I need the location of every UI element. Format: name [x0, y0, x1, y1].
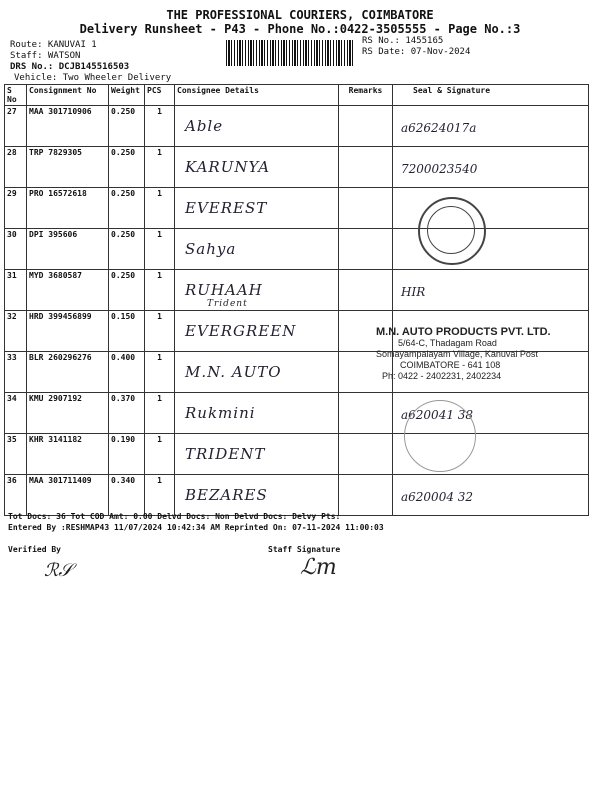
consignment-cell: KHR 3141182 [27, 434, 109, 475]
table-row [5, 270, 589, 311]
sno-cell: 28 [5, 147, 27, 188]
drs-label: DRS No.: DCJB145516503 [10, 62, 130, 72]
pcs-cell: 1 [145, 106, 175, 147]
seal-handwriting: a620004 32 [401, 490, 474, 504]
consignee-handwriting: EVEREST [185, 199, 268, 217]
sno-cell: 33 [5, 352, 27, 393]
rs-date: RS Date: 07-Nov-2024 [362, 47, 471, 57]
pcs-cell: 1 [145, 311, 175, 352]
consignment-cell: MAA 301711409 [27, 475, 109, 516]
col-sno: S No [5, 85, 27, 106]
consignee-handwriting: RUHAAH [185, 281, 263, 299]
totals-line: Tot Docs: 36 Tot COD Amt: 0.00 Delvd Docs: Non Delvd Docs: Delvy Pts: [8, 512, 341, 521]
weight-cell: 0.190 [109, 434, 145, 475]
vehicle-label: Vehicle: Two Wheeler Delivery [14, 73, 172, 83]
seal-cell [393, 147, 589, 188]
consignee-cell [175, 311, 339, 352]
col-consignee: Consignee Details [175, 85, 339, 106]
staff-signature: ℒm [300, 555, 337, 580]
pcs-cell: 1 [145, 393, 175, 434]
consignee-cell [175, 270, 339, 311]
round-seal-stamp-faint [404, 400, 476, 472]
pcs-cell: 1 [145, 434, 175, 475]
consignment-cell: TRP 7829305 [27, 147, 109, 188]
consignee-handwriting: EVERGREEN [185, 322, 297, 340]
remarks-cell [339, 270, 393, 311]
round-seal-stamp [418, 197, 486, 265]
table-row [5, 475, 589, 516]
staff-signature-label: Staff Signature [268, 545, 341, 554]
weight-cell: 0.250 [109, 270, 145, 311]
verified-signature: ℛ𝒮 [44, 560, 73, 581]
weight-cell: 0.370 [109, 393, 145, 434]
table-row [5, 188, 589, 229]
weight-cell: 0.250 [109, 188, 145, 229]
route-label: Route: KANUVAI 1 [10, 40, 97, 50]
runsheet-subtitle: Delivery Runsheet - P43 - Phone No.:0422-3505555 - Page No.:3 [79, 22, 521, 36]
weight-cell: 0.340 [109, 475, 145, 516]
remarks-cell [339, 475, 393, 516]
consignment-cell: PRO 16572618 [27, 188, 109, 229]
sno-cell: 30 [5, 229, 27, 270]
stamp-line4: Ph: 0422 - 2402231, 2402234 [382, 371, 502, 381]
company-stamp [376, 327, 551, 382]
sno-cell: 31 [5, 270, 27, 311]
consignee-handwriting: Rukmini [185, 404, 256, 422]
weight-cell: 0.400 [109, 352, 145, 393]
consignee-cell [175, 434, 339, 475]
col-remarks: Remarks [339, 85, 393, 106]
pcs-cell: 1 [145, 147, 175, 188]
consignment-cell: KMU 2907192 [27, 393, 109, 434]
seal-cell [393, 475, 589, 516]
weight-cell: 0.250 [109, 147, 145, 188]
table-row [5, 147, 589, 188]
entered-line: Entered By :RESHMAP43 11/07/2024 10:42:34 AM Reprinted On: 07-11-2024 11:00:03 [8, 523, 384, 532]
consignee-cell [175, 106, 339, 147]
sno-cell: 34 [5, 393, 27, 434]
col-consignment: Consignment No [27, 85, 109, 106]
consignment-cell: BLR 260296276 [27, 352, 109, 393]
pcs-cell: 1 [145, 352, 175, 393]
stamp-name: M.N. AUTO PRODUCTS PVT. LTD. [376, 326, 551, 338]
consignment-cell: DPI 395606 [27, 229, 109, 270]
table-row [5, 229, 589, 270]
consignment-cell: HRD 399456899 [27, 311, 109, 352]
remarks-cell [339, 106, 393, 147]
pcs-cell: 1 [145, 188, 175, 229]
remarks-cell [339, 434, 393, 475]
stamp-line3: COIMBATORE - 641 108 [400, 360, 501, 370]
pcs-cell: 1 [145, 229, 175, 270]
consignment-cell: MAA 301710906 [27, 106, 109, 147]
consignee-cell [175, 188, 339, 229]
sno-cell: 36 [5, 475, 27, 516]
consignee-cell [175, 393, 339, 434]
runsheet-table [4, 84, 589, 516]
seal-cell [393, 270, 589, 311]
table-row [5, 393, 589, 434]
weight-cell: 0.250 [109, 229, 145, 270]
col-pcs: PCS [145, 85, 175, 106]
consignee-cell [175, 475, 339, 516]
seal-handwriting: a62624017a [401, 121, 477, 135]
remarks-cell [339, 393, 393, 434]
seal-handwriting: HIR [401, 285, 426, 299]
consignee-handwriting: KARUNYA [185, 158, 271, 176]
consignee-handwriting: Sahya [185, 240, 237, 258]
consignee-cell [175, 147, 339, 188]
col-weight: Weight [109, 85, 145, 106]
consignee-handwriting: TRIDENT [185, 445, 266, 463]
consignee-handwriting: BEZARES [185, 486, 268, 504]
remarks-cell [339, 147, 393, 188]
pcs-cell: 1 [145, 475, 175, 516]
consignee-cell [175, 352, 339, 393]
col-seal: Seal & Signature [393, 85, 589, 106]
consignment-cell: MYD 3680587 [27, 270, 109, 311]
company-title: THE PROFESSIONAL COURIERS, COIMBATORE [166, 8, 434, 22]
remarks-cell [339, 229, 393, 270]
consignee-cell [175, 229, 339, 270]
barcode [226, 40, 354, 66]
consignee-handwriting: Able [185, 117, 224, 135]
remarks-cell [339, 188, 393, 229]
consignee-handwriting-sub: Trident [207, 299, 248, 309]
sno-cell: 32 [5, 311, 27, 352]
stamp-line1: 5/64-C, Thadagam Road [398, 338, 497, 348]
table-row [5, 434, 589, 475]
seal-handwriting: a620041 38 [401, 408, 474, 422]
verified-by-label: Verified By [8, 545, 61, 554]
staff-label: Staff: WATSON [10, 51, 81, 61]
rs-number: RS No.: 1455165 [362, 36, 444, 46]
seal-cell [393, 106, 589, 147]
sno-cell: 29 [5, 188, 27, 229]
table-header-row [5, 85, 589, 106]
seal-handwriting: 7200023540 [401, 162, 478, 176]
stamp-line2: Somayampalayam Village, Kanuvai Post [376, 349, 538, 359]
consignee-handwriting: M.N. AUTO [185, 363, 282, 381]
table-row [5, 106, 589, 147]
pcs-cell: 1 [145, 270, 175, 311]
sno-cell: 35 [5, 434, 27, 475]
weight-cell: 0.250 [109, 106, 145, 147]
weight-cell: 0.150 [109, 311, 145, 352]
sno-cell: 27 [5, 106, 27, 147]
